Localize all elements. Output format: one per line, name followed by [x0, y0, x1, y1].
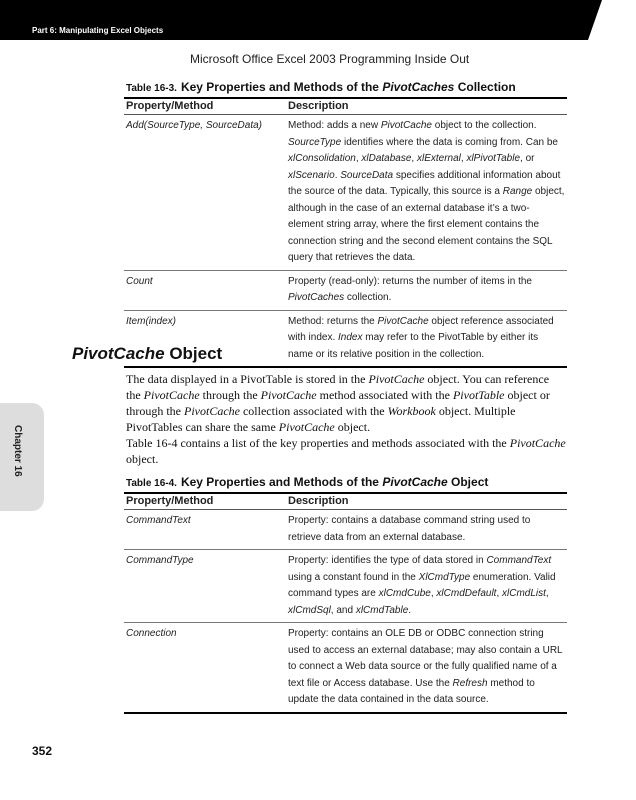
page-number: 352	[32, 744, 53, 758]
header-corner-tab	[588, 0, 602, 40]
table-16-4-caption	[126, 475, 488, 489]
table-title-post: Object	[447, 475, 489, 489]
table-row	[124, 510, 567, 550]
table-header-row	[124, 493, 567, 510]
description-cell: Property (read-only): returns the number of items in the PivotCaches collection.	[286, 270, 567, 310]
property-cell: Connection	[124, 623, 286, 713]
running-header-bar	[0, 0, 588, 40]
property-cell: Item(index)	[124, 310, 286, 367]
table-title-pre: Key Properties and Methods of the	[180, 80, 383, 94]
body-paragraph: The data displayed in a PivotTable is stored in the PivotCache object. You can reference the PivotCache through the PivotCache method associated with the PivotTable object or through the PivotCache collection associated with the Workbook object. Multiple PivotTables can share the same PivotCache object.	[126, 372, 550, 434]
description-cell: Property: contains a database command string used to retrieve data from an external database.	[286, 510, 567, 550]
table-title-post: Collection	[454, 80, 516, 94]
column-header: Description	[286, 98, 567, 115]
chapter-tab	[0, 403, 44, 511]
table-row	[124, 115, 567, 271]
chapter-tab-label: Chapter 16	[12, 425, 23, 477]
description-cell: Property: identifies the type of data stored in CommandText using a constant found in the XlCmdType enumeration. Valid command types are xlCmdCube, xlCmdDefault, xlCmdList, xlCmdSql, and xlCmdTable.	[286, 550, 567, 623]
book-title: Microsoft Office Excel 2003 Programming Inside Out	[190, 52, 470, 66]
column-header: Property/Method	[124, 493, 286, 510]
section-heading	[72, 344, 222, 364]
description-cell: Method: returns the PivotCache object reference associated with index. Index may refer to the PivotTable by either its name or its relative position in the collection.	[286, 310, 567, 367]
section-heading-em: PivotCache	[72, 344, 165, 363]
table-number: Table 16-4.	[126, 478, 177, 489]
table-row	[124, 550, 567, 623]
table-row	[124, 623, 567, 713]
section-heading-post: Object	[164, 344, 223, 363]
part-title: Part 6: Manipulating Excel Objects	[32, 26, 164, 35]
table-row	[124, 270, 567, 310]
table-number: Table 16-3.	[126, 83, 177, 94]
column-header: Property/Method	[124, 98, 286, 115]
table-16-3-caption	[126, 80, 516, 94]
property-cell: Count	[124, 270, 286, 310]
body-paragraph: Table 16-4 contains a list of the key properties and methods associated with the PivotCache object.	[126, 436, 566, 466]
table-title-em: PivotCaches	[382, 80, 455, 94]
property-cell: Add(SourceType, SourceData)	[124, 115, 286, 271]
table-16-3	[124, 97, 567, 368]
table-header-row	[124, 98, 567, 115]
column-header: Description	[286, 493, 567, 510]
description-cell: Property: contains an OLE DB or ODBC connection string used to access an external database; may also contain a URL to connect a Web data source or the fully qualified name of a text file or Access database. Use the Refresh method to update the data contained in the data source.	[286, 623, 567, 713]
property-cell: CommandType	[124, 550, 286, 623]
table-title-em: PivotCache	[382, 475, 448, 489]
property-cell: CommandText	[124, 510, 286, 550]
table-title-pre: Key Properties and Methods of the	[180, 475, 383, 489]
table-16-4	[124, 492, 567, 714]
description-cell: Method: adds a new PivotCache object to the collection. SourceType identifies where the data is coming from. Can be xlConsolidation, xlDatabase, xlExternal, xlPivotTable, or xlScenario. SourceData specifies additional information about the source of the data. Typically, this source is a Range object, although in the case of an external database it’s a two-element string array, where the first element contains the connection string and the second element contains the SQL query that retrieves the data.	[286, 115, 567, 271]
